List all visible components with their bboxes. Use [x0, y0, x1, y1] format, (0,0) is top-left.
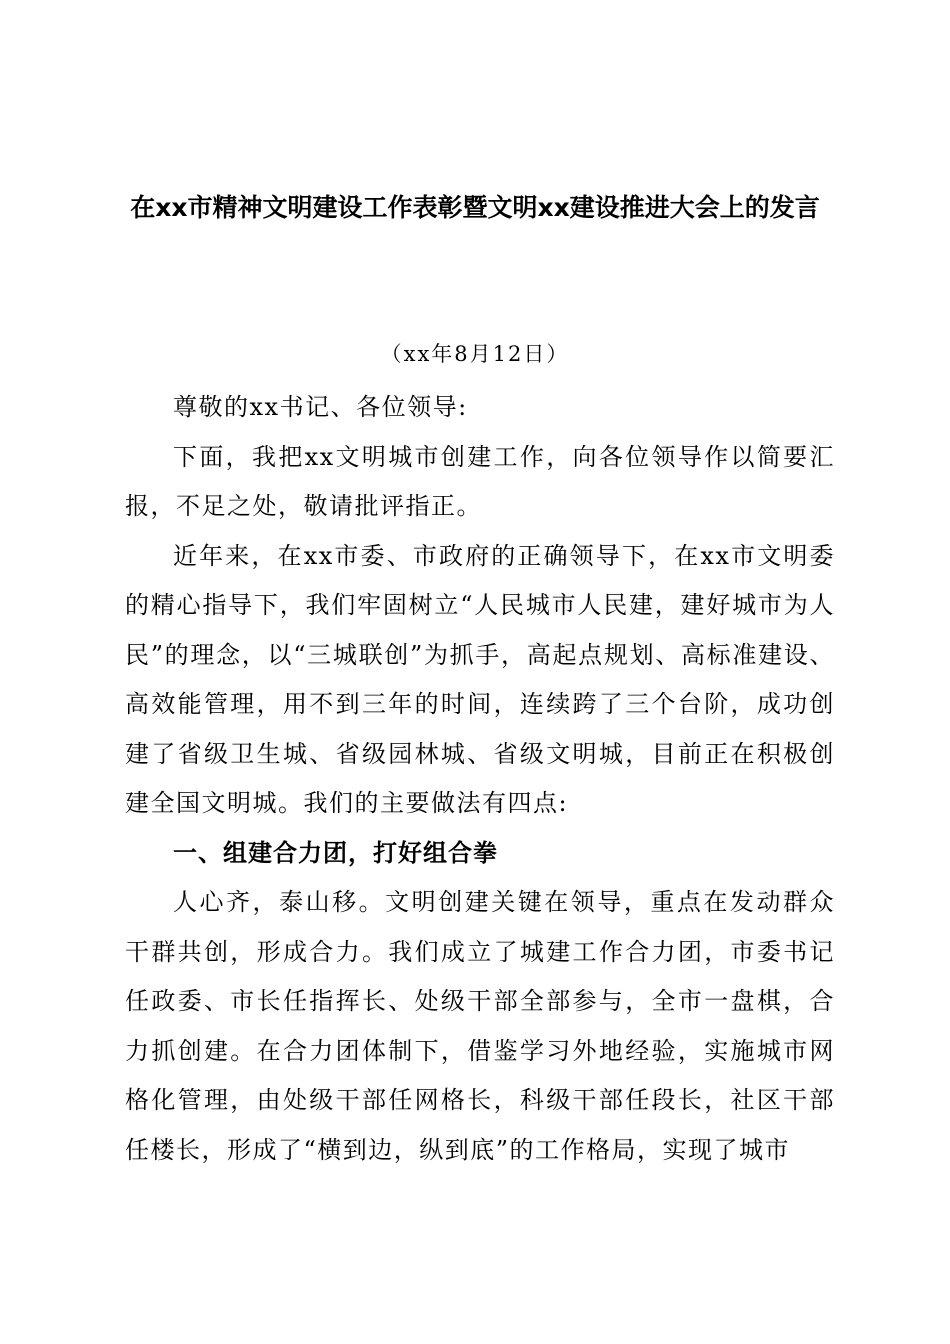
body-paragraph: 下面，我把xx文明城市创建工作，向各位领导作以简要汇报，不足之处，敬请批评指正。: [125, 442, 835, 520]
section-paragraph: 人心齐，泰山移。文明创建关键在领导，重点在发动群众干群共创，形成合力。我们成立了城建工作合力团，市委书记任政委、市长任指挥长、处级干部全部参与，全市一盘棋，合力抓创建。在合力团体制下，借鉴学习外地经验，实施城市网格化管理，由处级干部任网格长，科级干部任段长，社区干部任楼长，形成了“横到边，纵到底”的工作格局，实现了城市: [125, 888, 835, 1164]
section-heading: 一、组建合力团，打好组合拳: [173, 838, 498, 867]
document-title: 在xx市精神文明建设工作表彰暨文明xx建设推进大会上的发言: [130, 193, 820, 222]
salutation: 尊敬的xx书记、各位领导:: [173, 393, 468, 421]
document-date: （xx年8月12日）: [380, 342, 570, 366]
body-paragraph: 近年来，在xx市委、市政府的正确领导下，在xx市文明委的精心指导下，我们牢固树立“人民城市人民建，建好城市为人民”的理念，以“三城联创”为抓手，高起点规划、高标准建设、高效能管理，用不到三年的时间，连续跨了三个台阶，成功创建了省级卫生城、省级园林城、省级文明城，目前正在积极创建全国文明城。我们的主要做法有四点:: [125, 541, 835, 817]
document-body: [125, 383, 835, 1175]
